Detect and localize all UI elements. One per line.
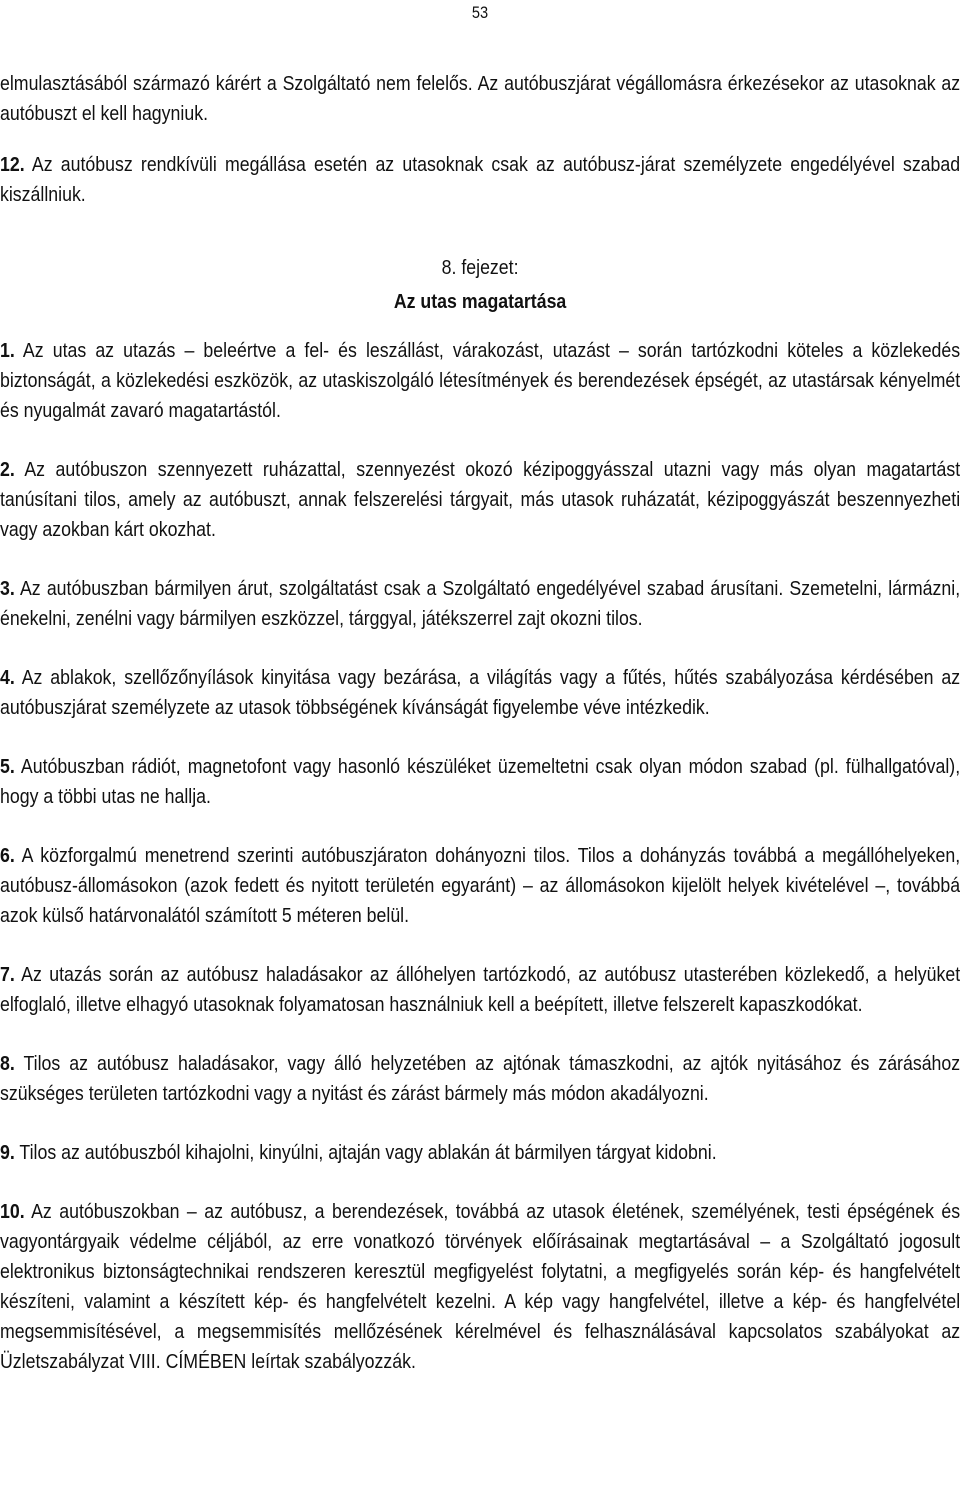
rule-number: 7. bbox=[0, 963, 15, 986]
rule-text: Az autóbuszokban – az autóbusz, a berendezések, továbbá az utasok életének, személyének, testi épségének és vagyontárgyaik védelme céljából, az erre vonatkozó törvények előírásainak megtartásával – a Szolgáltató jogosult elektronikus biztonságtechnikai rendszeren keresztül megfigyelést folytatni, a megfigyelés során kép- és hangfelvételt készíteni, valamint a készített kép- és hangfelvételt kezelni. A kép vagy hangfelvétel, illetve a kép- és hangfelvétel megsemmisítésével, a megsemmisítés mellőzésének kérelmével és felhasználásával kapcsolatos szabályokat az Üzletszabályzat VIII. CÍMÉBEN leírtak szabályozzák. bbox=[0, 1200, 960, 1373]
rule-item-6 bbox=[0, 841, 960, 931]
chapter-title: Az utas magatartása bbox=[393, 290, 567, 313]
rule-item-2 bbox=[0, 455, 960, 545]
rule-item-9 bbox=[0, 1138, 960, 1168]
rule-number: 4. bbox=[0, 666, 15, 689]
rule-number: 6. bbox=[0, 844, 15, 867]
rule-number: 8. bbox=[0, 1052, 15, 1075]
paragraph-12 bbox=[0, 150, 960, 210]
rule-text: Az autóbuszon szennyezett ruházattal, szennyezést okozó kézipoggyásszal utazni vagy más olyan magatartást tanúsítani tilos, amely az autóbuszt, annak felszerelési tárgyait, más utasok ruházatát, kézipoggyászát beszennyezheti vagy azokban kárt okozhat. bbox=[0, 458, 960, 541]
rule-number: 1. bbox=[0, 339, 15, 362]
rule-item-4 bbox=[0, 663, 960, 723]
rule-number: 3. bbox=[0, 577, 15, 600]
paragraph-number: 12. bbox=[0, 153, 25, 176]
rule-text: Az ablakok, szellőzőnyílások kinyitása vagy bezárása, a világítás vagy a fűtés, hűtés szabályozása kérdésében az autóbuszjárat személyzete az utasok többségének kívánságát figyelembe véve intézkedik. bbox=[0, 666, 960, 719]
rule-item-1 bbox=[0, 336, 960, 426]
rule-item-10 bbox=[0, 1197, 960, 1377]
rule-text: Az utas az utazás – beleértve a fel- és leszállást, várakozást, utazást – során tartózkodni köteles a közlekedés biztonságát, a közlekedési eszközök, az utaskiszolgáló létesítmények és berendezések épségét, az utastársak kényelmét és nyugalmát zavaró magatartástól. bbox=[0, 339, 960, 422]
chapter-number: 8. fejezet: bbox=[441, 256, 519, 279]
rule-number: 9. bbox=[0, 1141, 15, 1164]
document-body bbox=[0, 69, 960, 1377]
intro-paragraph: elmulasztásából származó kárért a Szolgáltató nem felelős. Az autóbuszjárat végállomásra érkezésekor az utasoknak az autóbuszt el kell hagyniuk. bbox=[0, 72, 960, 125]
rule-item-5 bbox=[0, 752, 960, 812]
rule-text: Autóbuszban rádiót, magnetofont vagy hasonló készüléket üzemeltetni csak olyan módon szabad (pl. fülhallgatóval), hogy a többi utas ne hallja. bbox=[0, 755, 960, 808]
rule-number: 5. bbox=[0, 755, 15, 778]
rule-item-8 bbox=[0, 1049, 960, 1109]
rule-text: Az utazás során az autóbusz haladásakor az állóhelyen tartózkodó, az autóbusz utasterében közlekedő, a helyüket elfoglaló, illetve elhagyó utasoknak folyamatosan használniuk kell a beépített, illetve felszerelt kapaszkodókat. bbox=[0, 963, 960, 1016]
rule-number: 10. bbox=[0, 1200, 25, 1223]
rule-text: A közforgalmú menetrend szerinti autóbuszjáraton dohányozni tilos. Tilos a dohányzás továbbá a megállóhelyeken, autóbusz-állomásokon (azok fedett és nyitott területén egyaránt) – az állomásokon kijelölt helyek kivételével –, továbbá azok külső határvonalától számított 5 méteren belül. bbox=[0, 844, 960, 927]
page-number: 53 bbox=[471, 3, 489, 22]
rule-number: 2. bbox=[0, 458, 15, 481]
rule-item-3 bbox=[0, 574, 960, 634]
rule-item-7 bbox=[0, 960, 960, 1020]
rule-text: Az autóbuszban bármilyen árut, szolgáltatást csak a Szolgáltató engedélyével szabad árusítani. Szemetelni, lármázni, énekelni, zenélni vagy bármilyen eszközzel, tárggyal, játékszerrel zajt okozni tilos. bbox=[0, 577, 960, 630]
rule-text: Tilos az autóbusz haladásakor, vagy álló helyzetében az ajtónak támaszkodni, az ajtók nyitásához és zárásához szükséges területen tartózkodni vagy a nyitást és zárást bármely más módon akadályozni. bbox=[0, 1052, 960, 1105]
paragraph-text: Az autóbusz rendkívüli megállása esetén az utasoknak csak az autóbusz-járat személyzete engedélyével szabad kiszállniuk. bbox=[0, 153, 960, 206]
rule-text: Tilos az autóbuszból kihajolni, kinyúlni, ajtaján vagy ablakán át bármilyen tárgyat kidobni. bbox=[19, 1141, 717, 1164]
